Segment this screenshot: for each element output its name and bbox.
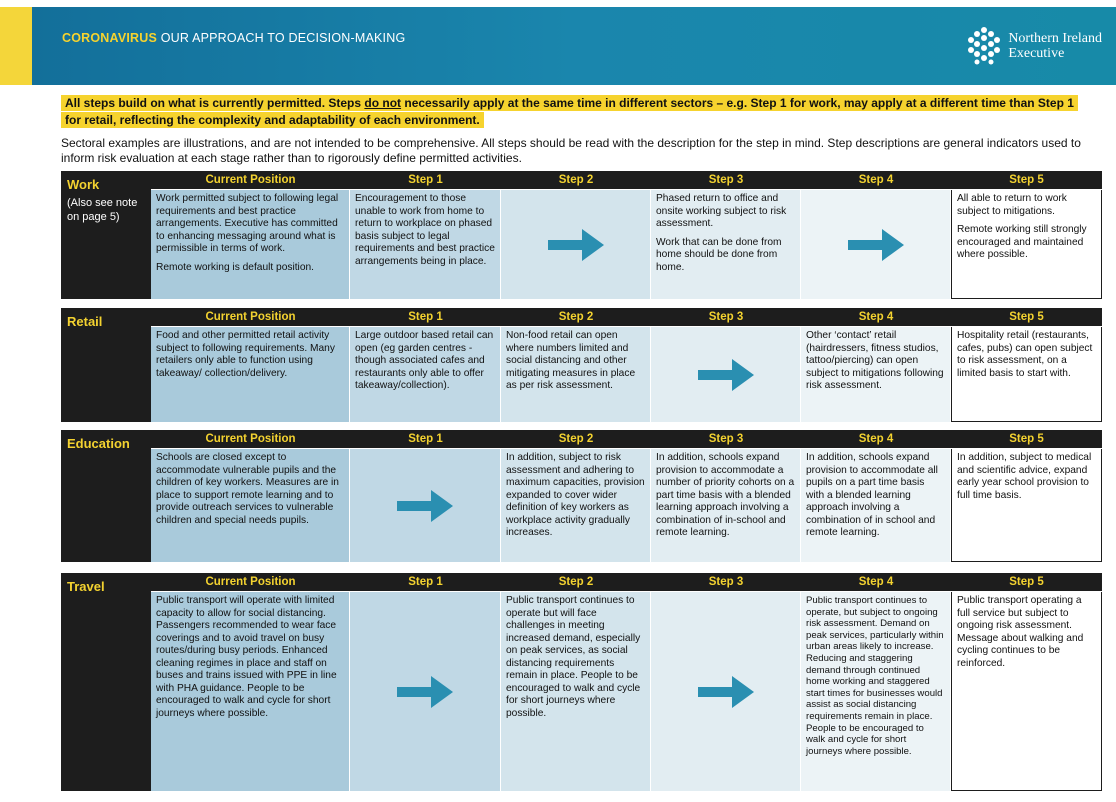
travel-step-1-cell <box>350 592 501 791</box>
column-header-step-1: Step 1 <box>350 430 501 448</box>
retail-step-3-cell <box>651 327 801 422</box>
column-header-step-4: Step 4 <box>801 430 951 448</box>
arrow-right-icon <box>395 486 455 526</box>
cell-text: Schools are closed except to accommodate vulnerable pupils and the children of key workers. Measures are in place to support remote learning and to provide outreach services to vulnerable children and special needs pupils. <box>156 452 339 526</box>
arrow-right-icon <box>546 225 606 265</box>
travel-step-4-cell <box>801 592 951 791</box>
arrow-right-icon <box>696 672 756 712</box>
section-label <box>61 308 151 422</box>
cell-text: In addition, schools expand provision to accommodate a number of priority cohorts on a part time basis with a blended learning approach involving a combination of in-school and remote learning. <box>656 452 795 538</box>
retail-step-5-cell <box>951 327 1102 422</box>
cell-text: In addition, subject to risk assessment and adhering to maximum capacities, provision expanded to cover wider definition of key workers as workplace activity gradually increases. <box>506 452 645 538</box>
column-header-step-2: Step 2 <box>501 308 651 326</box>
logo-line-1: Northern Ireland <box>1008 31 1102 46</box>
education-step-3-cell <box>651 449 801 562</box>
retail-step-1-cell <box>350 327 501 422</box>
cell-text: Public transport operating a full service but subject to ongoing risk assessment. Message about walking and cycling continues to be reinforced. <box>957 595 1084 669</box>
section-name: Education <box>67 436 130 451</box>
education-step-1-cell <box>350 449 501 562</box>
column-header-step-3: Step 3 <box>651 171 801 189</box>
column-header-step-5: Step 5 <box>951 308 1102 326</box>
column-header-step-3: Step 3 <box>651 573 801 591</box>
intro-paragraph: Sectoral examples are illustrations, and are not intended to be comprehensive. All steps should be read with the description for the step in mind. Step descriptions are general indicators used to inform risk evaluation at each stage rather than to rigorously define permitted activities. <box>61 136 1081 165</box>
work-step-1-cell <box>350 190 501 299</box>
cell-text: Remote working is default position. <box>156 261 314 273</box>
column-header-step-5: Step 5 <box>951 430 1102 448</box>
column-header-step-4: Step 4 <box>801 171 951 189</box>
work-step-4-cell <box>801 190 951 299</box>
title-rest: OUR APPROACH TO DECISION-MAKING <box>157 31 406 45</box>
section-education <box>61 430 1102 562</box>
column-header-step-2: Step 2 <box>501 573 651 591</box>
travel-current-cell <box>151 592 350 791</box>
section-name: Retail <box>67 314 103 329</box>
retail-step-4-cell <box>801 327 951 422</box>
column-header-step-4: Step 4 <box>801 308 951 326</box>
section-label <box>61 573 151 791</box>
arrow-right-icon <box>846 225 906 265</box>
page-title <box>62 31 405 45</box>
column-header-step-5: Step 5 <box>951 573 1102 591</box>
cell-text: Work that can be done from home should be done from home. <box>656 236 782 273</box>
section-label <box>61 430 151 562</box>
title-accent: CORONAVIRUS <box>62 31 158 45</box>
education-step-2-cell <box>501 449 651 562</box>
column-header-step-4: Step 4 <box>801 573 951 591</box>
retail-current-cell <box>151 327 350 422</box>
section-work <box>61 171 1102 299</box>
column-header-step-2: Step 2 <box>501 171 651 189</box>
cell-text: Work permitted subject to following legal requirements and best practice arrangements. Executive has committed to enhancing messaging around what is permissible in terms of work. <box>156 193 339 254</box>
cell-text: Public transport continues to operate but will face challenges in meeting increased demand, especially on peak services, as social distancing requirements remain in place. People to be encouraged to walk and cycle for short journeys where possible. <box>506 595 641 719</box>
travel-step-5-cell <box>951 592 1102 791</box>
yellow-accent-tab <box>0 7 32 85</box>
cell-text: Food and other permitted retail activity subject to following requirements. Many retailers only able to function using takeaway/ collection/delivery. <box>156 330 335 379</box>
work-current-cell <box>151 190 350 299</box>
cell-text: Public transport will operate with limited capacity to allow for social distancing. Passengers recommended to wear face coverings and to avoid travel on busy routes/during busy periods. Enhanced cleaning regimes in place and staff on buses and trains issued with PPE in line with PHA guidance. People to be encouraged to walk and cycle for short journeys where possible. <box>156 595 337 719</box>
column-header-step-2: Step 2 <box>501 430 651 448</box>
cell-text: Hospitality retail (restaurants, cafes, pubs) can open subject to risk assessment, on a limited basis to start with. <box>957 330 1093 379</box>
column-header-current: Current Position <box>151 171 350 189</box>
education-step-4-cell <box>801 449 951 562</box>
cell-text: In addition, subject to medical and scientific advice, expand early year school provision to full time basis. <box>957 452 1092 501</box>
section-label <box>61 171 151 299</box>
column-header-step-5: Step 5 <box>951 171 1102 189</box>
notice-part-1: All steps build on what is currently permitted. Steps <box>65 96 365 110</box>
notice-underlined: do not <box>364 96 402 110</box>
cell-text: Other ‘contact’ retail (hairdressers, fitness studios, tattoo/piercing) can open subject to mitigations following risk assessment. <box>806 330 944 391</box>
flower-emblem-icon <box>966 26 1002 66</box>
arrow-right-icon <box>696 355 756 395</box>
work-step-3-cell <box>651 190 801 299</box>
steps-notice <box>61 95 1091 129</box>
cell-text: All able to return to work subject to mitigations. <box>957 193 1067 217</box>
section-travel <box>61 573 1102 791</box>
work-step-5-cell <box>951 190 1102 299</box>
section-name: Work <box>67 177 100 192</box>
travel-step-3-cell <box>651 592 801 791</box>
column-header-step-1: Step 1 <box>350 171 501 189</box>
cell-text: Large outdoor based retail can open (eg garden centres - though associated cafes and restaurants only able to offer takeaway/collection). <box>355 330 494 391</box>
column-header-step-1: Step 1 <box>350 573 501 591</box>
header-banner <box>32 7 1116 85</box>
ni-executive-logo <box>966 26 1102 66</box>
column-header-step-1: Step 1 <box>350 308 501 326</box>
column-header-step-3: Step 3 <box>651 430 801 448</box>
education-current-cell <box>151 449 350 562</box>
cell-text: Non-food retail can open where numbers limited and social distancing and other mitigating measures in place as per risk assessment. <box>506 330 636 391</box>
cell-text: Phased return to office and onsite working subject to risk assessment. <box>656 193 787 229</box>
cell-text: Public transport continues to operate, but subject to ongoing risk assessment. Demand on peak services, particularly within urban areas likely to increase. Reducing and staggering demand through continued home working and staggered start times for businesses would assist as social distancing requirements remain in place. People to be encouraged to walk and cycle for short journeys where possible. <box>806 595 944 757</box>
cell-text: In addition, schools expand provision to accommodate all pupils on a part time basis with a blended learning approach involving a combination of in school and remote learning. <box>806 452 938 538</box>
logo-text <box>1008 31 1102 61</box>
retail-step-2-cell <box>501 327 651 422</box>
notice-part-2: necessarily apply at the same time in different sectors – e.g. Step 1 for work, may apply at a different time than Step 1 for retail, reflecting the complexity and adaptability of each environment. <box>65 96 1074 127</box>
section-note: (Also see note on page 5) <box>67 197 138 223</box>
column-header-current: Current Position <box>151 308 350 326</box>
column-header-step-3: Step 3 <box>651 308 801 326</box>
section-retail <box>61 308 1102 422</box>
work-step-2-cell <box>501 190 651 299</box>
arrow-right-icon <box>395 672 455 712</box>
logo-line-2: Executive <box>1008 46 1065 61</box>
column-header-current: Current Position <box>151 430 350 448</box>
cell-text: Remote working still strongly encouraged and maintained where possible. <box>957 224 1087 260</box>
section-name: Travel <box>67 579 105 594</box>
travel-step-2-cell <box>501 592 651 791</box>
education-step-5-cell <box>951 449 1102 562</box>
cell-text: Encouragement to those unable to work from home to return to workplace on phased basis subject to legal requirements and best practice arrangements being in place. <box>355 193 495 267</box>
column-header-current: Current Position <box>151 573 350 591</box>
